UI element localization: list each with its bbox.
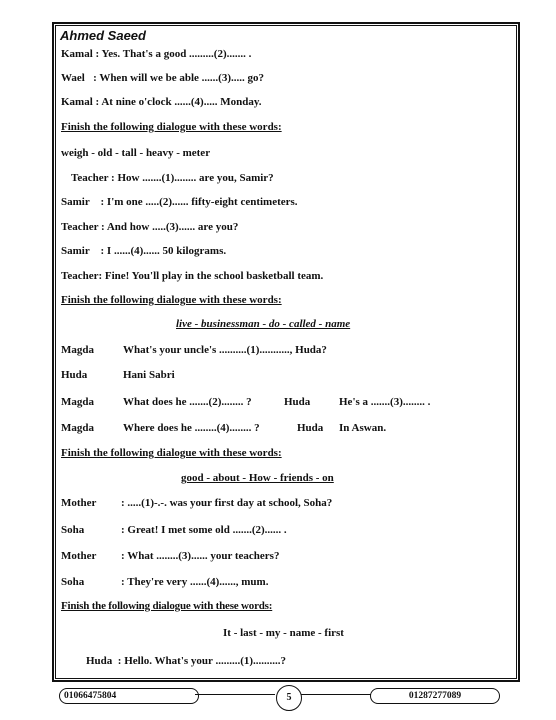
speaker: Mother — [61, 497, 97, 509]
instruction-heading: Finish the following dialogue with these words: — [61, 294, 282, 306]
footer-phone-right: 01287277089 — [370, 688, 500, 704]
page-number: 5 — [276, 685, 302, 711]
dialogue-line: Samir : I ......(4)...... 50 kilograms. — [61, 245, 227, 257]
speaker: Huda — [284, 396, 311, 408]
dialogue-line: Teacher : How .......(1)........ are you, Samir? — [71, 172, 274, 184]
instruction-heading: Finish the following dialogue with these words: — [61, 600, 273, 612]
instruction-heading: Finish the following dialogue with these words: — [61, 447, 282, 459]
speaker: Kamal — [61, 48, 93, 60]
line-text: Hani Sabri — [123, 369, 175, 381]
separator: : — [92, 48, 102, 60]
separator: : — [92, 96, 102, 108]
dialogue-line: Teacher: Fine! You'll play in the school basketball team. — [61, 270, 324, 282]
footer-phone-left: 01066475804 — [59, 688, 199, 704]
line-text: What does he .......(2)........ ? — [123, 396, 252, 408]
line-text: When will we be able ......(3)..... go? — [99, 72, 265, 84]
speaker: Magda — [61, 396, 94, 408]
speaker: Magda — [61, 344, 94, 356]
line-text: He's a .......(3)........ . — [339, 396, 431, 408]
dialogue-line — [61, 96, 261, 108]
dialogue-line — [61, 48, 251, 60]
dialogue-line: Huda : Hello. What's your .........(1)..........? — [86, 655, 287, 667]
dialogue-line — [61, 72, 264, 84]
word-bank: weigh - old - tall - heavy - meter — [61, 147, 211, 159]
speaker: Magda — [61, 422, 94, 434]
line-text: In Aswan. — [339, 422, 387, 434]
dialogue-line: Teacher : And how .....(3)...... are you? — [61, 221, 239, 233]
separator: : — [84, 72, 100, 84]
word-bank: good - about - How - friends - on — [181, 472, 334, 484]
line-text: Where does he ........(4)........ ? — [123, 422, 260, 434]
speaker: Soha — [61, 524, 85, 536]
author-name: Ahmed Saeed — [60, 28, 146, 43]
line-text: Yes. That's a good .........(2)....... . — [101, 48, 252, 60]
line-text: : What ........(3)...... your teachers? — [121, 550, 280, 562]
instruction-heading: Finish the following dialogue with these words: — [61, 121, 282, 133]
footer-divider — [301, 694, 371, 695]
line-text: At nine o'clock ......(4)..... Monday. — [101, 96, 262, 108]
speaker: Kamal — [61, 96, 93, 108]
line-text: : .....(1)-.-. was your first day at school, Soha? — [121, 497, 333, 509]
line-text: : They're very ......(4)......, mum. — [121, 576, 269, 588]
speaker: Huda — [61, 369, 88, 381]
line-text: : Great! I met some old .......(2)...... . — [121, 524, 287, 536]
footer-divider — [195, 694, 275, 695]
speaker: Soha — [61, 576, 85, 588]
speaker: Huda — [297, 422, 324, 434]
word-bank: live - businessman - do - called - name — [176, 318, 351, 330]
word-bank: It - last - my - name - first — [223, 627, 344, 639]
speaker: Wael — [61, 72, 85, 84]
line-text: What's your uncle's ..........(1)..........., Huda? — [123, 344, 327, 356]
speaker: Mother — [61, 550, 97, 562]
dialogue-line: Samir : I'm one .....(2)...... fifty-eight centimeters. — [61, 196, 298, 208]
